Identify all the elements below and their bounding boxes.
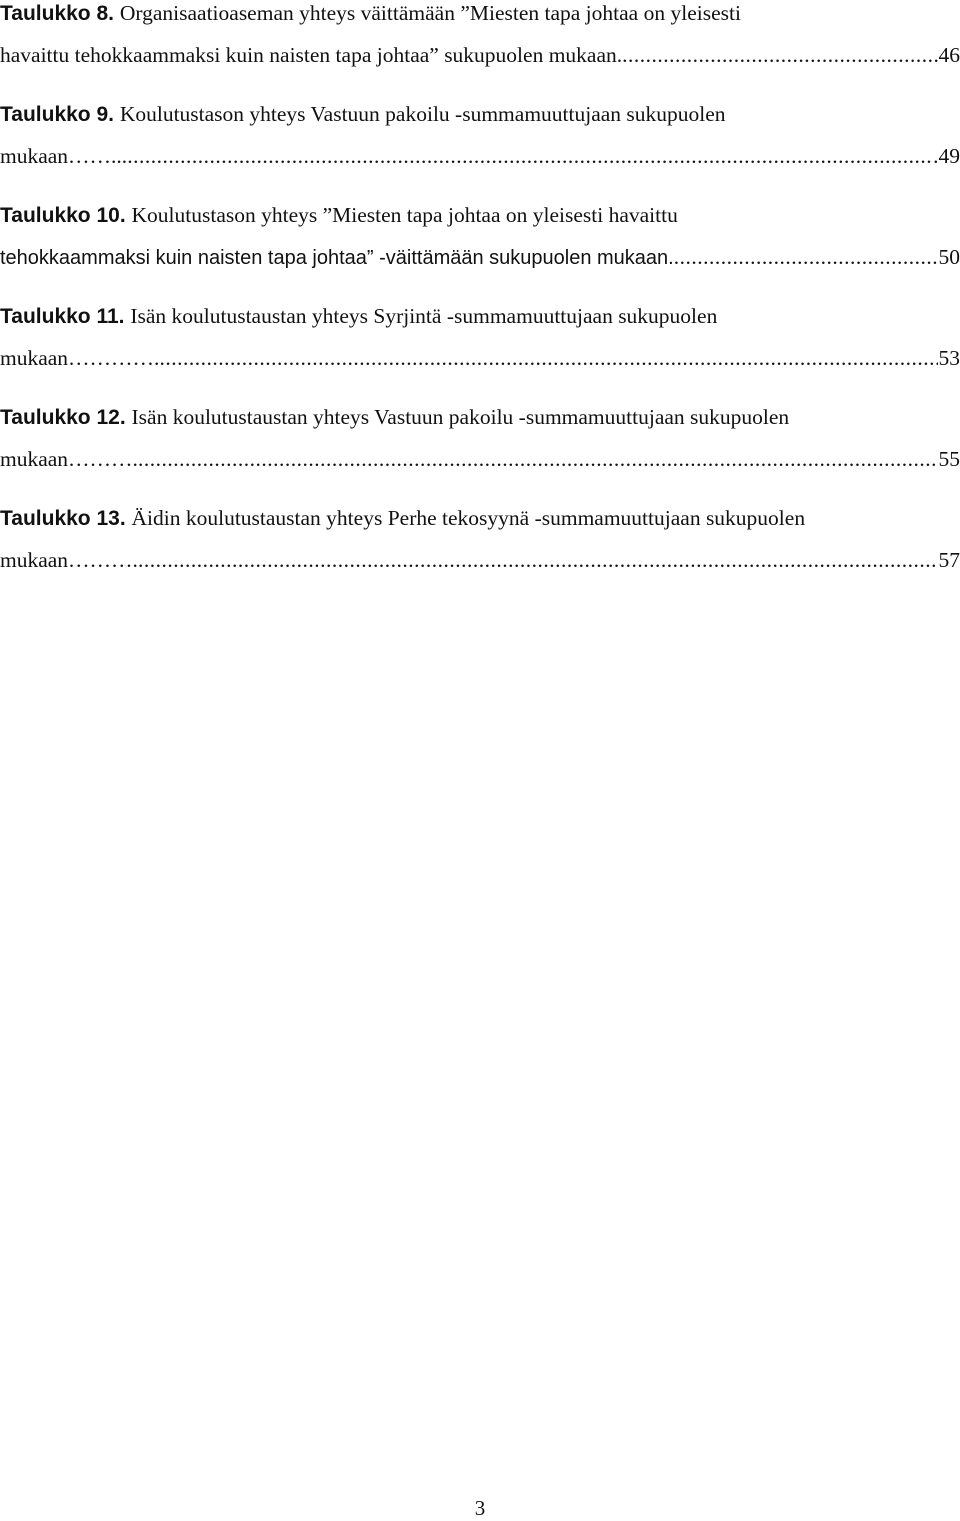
- toc-entry-taulukko-10[interactable]: [0, 202, 960, 303]
- page-reference: 55: [938, 447, 960, 471]
- table-title-line1: Isän koulutustaustan yhteys Syrjintä -summamuuttujaan sukupuolen: [130, 304, 718, 328]
- table-title-line2: mukaan………….: [0, 346, 160, 370]
- page-reference: 50: [938, 245, 960, 269]
- toc-entry-line: [0, 42, 960, 101]
- table-label: Taulukko 12.: [0, 406, 132, 429]
- dot-leader: [138, 446, 938, 472]
- table-label: Taulukko 8.: [0, 2, 120, 25]
- dot-leader: [159, 345, 937, 371]
- page-number: 3: [474, 1496, 486, 1520]
- toc-entry-line: [0, 202, 960, 244]
- toc-entry-line: [0, 505, 960, 547]
- toc-entry-line: [0, 547, 960, 606]
- table-label: Taulukko 11.: [0, 305, 131, 328]
- table-title-line1: Koulutustason yhteys Vastuun pakoilu -summamuuttujaan sukupuolen: [119, 102, 726, 126]
- table-title-line1: Äidin koulutustaustan yhteys Perhe tekosyynä -summamuuttujaan sukupuolen: [131, 506, 806, 530]
- toc-entry-line: [0, 446, 960, 505]
- table-label: Taulukko 10.: [0, 204, 132, 227]
- toc-entry-taulukko-9[interactable]: [0, 101, 960, 202]
- table-label: Taulukko 9.: [0, 103, 120, 126]
- table-of-tables: [0, 0, 960, 606]
- toc-entry-line: [0, 345, 960, 404]
- toc-entry-line: [0, 404, 960, 446]
- table-title-line2: mukaan……….: [0, 447, 138, 471]
- page-reference: .49: [933, 144, 960, 168]
- table-title-line2: mukaan……...: [0, 144, 128, 168]
- dot-leader: [674, 244, 938, 270]
- table-title-line2: havaittu tehokkaammaksi kuin naisten tapa johtaa” sukupuolen mukaan.: [0, 43, 623, 67]
- toc-entry-taulukko-13[interactable]: [0, 505, 960, 606]
- toc-entry-taulukko-8[interactable]: [0, 0, 960, 101]
- table-title-line2: tehokkaammaksi kuin naisten tapa johtaa” -väittämään sukupuolen mukaan.: [0, 247, 674, 269]
- toc-entry-line: [0, 101, 960, 143]
- dot-leader: [127, 143, 932, 169]
- dot-leader: [622, 42, 937, 68]
- toc-entry-line: [0, 244, 960, 303]
- table-title-line2: mukaan……….: [0, 548, 138, 572]
- table-title-line1: Isän koulutustaustan yhteys Vastuun pakoilu -summamuuttujaan sukupuolen: [131, 405, 790, 429]
- toc-entry-taulukko-11[interactable]: [0, 303, 960, 404]
- toc-entry-taulukko-12[interactable]: [0, 404, 960, 505]
- page-reference: 57: [938, 548, 960, 572]
- table-title-line1: Organisaatioaseman yhteys väittämään ”Miesten tapa johtaa on yleisesti: [119, 1, 741, 25]
- page-reference: 46: [938, 43, 960, 67]
- dot-leader: [138, 547, 938, 573]
- toc-entry-line: [0, 0, 960, 42]
- toc-entry-line: [0, 303, 960, 345]
- table-label: Taulukko 13.: [0, 507, 132, 530]
- page-reference: 53: [938, 346, 960, 370]
- toc-entry-line: [0, 143, 960, 202]
- table-title-line1: Koulutustason yhteys ”Miesten tapa johtaa on yleisesti havaittu: [131, 203, 678, 227]
